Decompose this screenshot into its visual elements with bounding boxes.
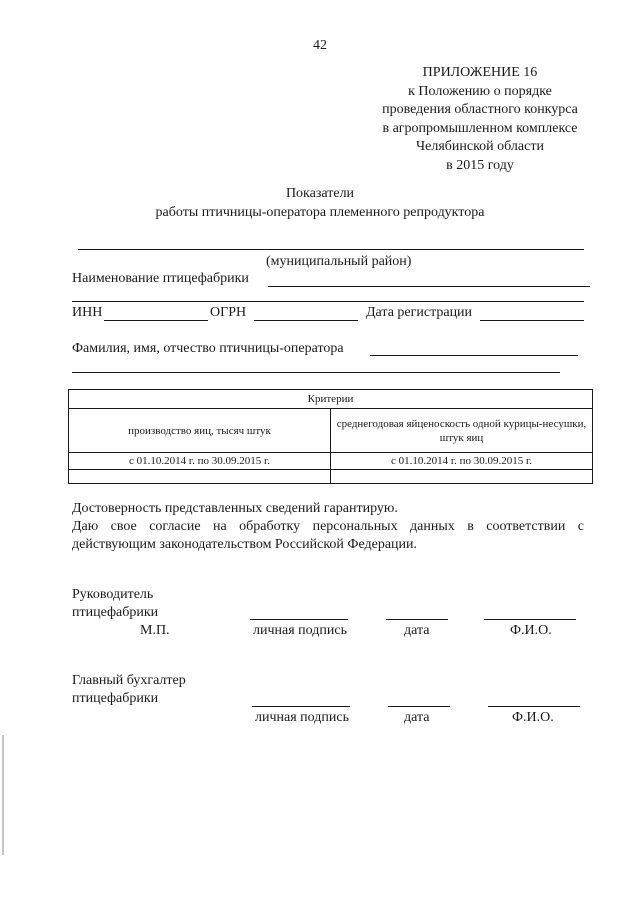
statements xyxy=(72,500,584,554)
accountant-signature-line[interactable] xyxy=(252,706,350,707)
registration-date-field-line[interactable] xyxy=(480,320,584,321)
ogrn-label: ОГРН xyxy=(210,305,247,320)
head-signature-line[interactable] xyxy=(250,619,348,620)
document-heading xyxy=(0,184,640,222)
page-number: 42 xyxy=(313,38,327,53)
appendix-header xyxy=(360,64,600,175)
registration-date-label: Дата регистрации xyxy=(366,305,473,320)
accountant-signature-caption: личная подпись xyxy=(255,710,349,725)
head-title-line-1: Руководитель xyxy=(72,587,154,602)
inn-field-line[interactable] xyxy=(104,320,208,321)
district-field-line[interactable] xyxy=(78,249,584,250)
accountant-name-line[interactable] xyxy=(488,706,580,707)
heading-line-2: работы птичницы-оператора племенного репродуктора xyxy=(155,205,485,220)
criteria-table xyxy=(68,389,593,484)
heading-line-1: Показатели xyxy=(285,186,355,201)
operator-name-field-line[interactable] xyxy=(370,355,578,356)
appendix-line: проведения областного конкурса xyxy=(382,102,578,117)
poultry-farm-label: Наименование птицефабрики xyxy=(72,271,249,286)
consent-statement: Даю свое согласие на обработку персональных данных в соответствии с действующим законодательством Российской Федерации. xyxy=(72,519,584,552)
accountant-name-caption: Ф.И.О. xyxy=(512,710,554,725)
appendix-line: в 2015 году xyxy=(446,157,514,173)
column-header-egg-production: производство яиц, тысяч штук xyxy=(69,409,331,453)
accountant-date-caption: дата xyxy=(404,710,430,725)
district-caption: (муниципальный район) xyxy=(266,254,412,269)
head-name-caption: Ф.И.О. xyxy=(510,623,552,638)
poultry-farm-field-line[interactable] xyxy=(268,286,590,287)
head-title-line-2: птицефабрики xyxy=(72,605,159,620)
inn-label: ИНН xyxy=(72,305,103,320)
operator-name-field-line-2[interactable] xyxy=(72,372,560,373)
accountant-title-line-1: Главный бухгалтер xyxy=(72,673,186,688)
head-date-line[interactable] xyxy=(386,619,448,620)
period-egg-laying-rate: с 01.10.2014 г. по 30.09.2015 г. xyxy=(331,453,593,470)
head-signature-caption: личная подпись xyxy=(253,623,347,638)
poultry-farm-field-line-2[interactable] xyxy=(72,301,584,302)
column-header-egg-laying-rate: среднегодовая яйценоскость одной курицы-несушки, штук яиц xyxy=(331,409,593,453)
appendix-line: к Положению о порядке xyxy=(408,83,552,99)
head-name-line[interactable] xyxy=(484,619,576,620)
appendix-title: ПРИЛОЖЕНИЕ 16 xyxy=(422,65,538,80)
ogrn-field-line[interactable] xyxy=(254,320,358,321)
head-date-caption: дата xyxy=(404,623,430,638)
appendix-line: Челябинской области xyxy=(416,139,544,154)
period-egg-production: с 01.10.2014 г. по 30.09.2015 г. xyxy=(69,453,331,470)
value-egg-production[interactable] xyxy=(69,470,331,484)
accountant-date-line[interactable] xyxy=(388,706,450,707)
appendix-line: в агропромышленном комплексе xyxy=(382,120,578,136)
stamp-placeholder: М.П. xyxy=(140,623,170,638)
value-egg-laying-rate[interactable] xyxy=(331,470,593,484)
scan-edge-artifact xyxy=(2,735,4,855)
accountant-title-line-2: птицефабрики xyxy=(72,691,159,706)
operator-name-label: Фамилия, имя, отчество птичницы-оператора xyxy=(72,341,344,356)
reliability-statement: Достоверность представленных сведений гарантирую. xyxy=(72,501,398,516)
criteria-header: Критерии xyxy=(69,390,593,409)
